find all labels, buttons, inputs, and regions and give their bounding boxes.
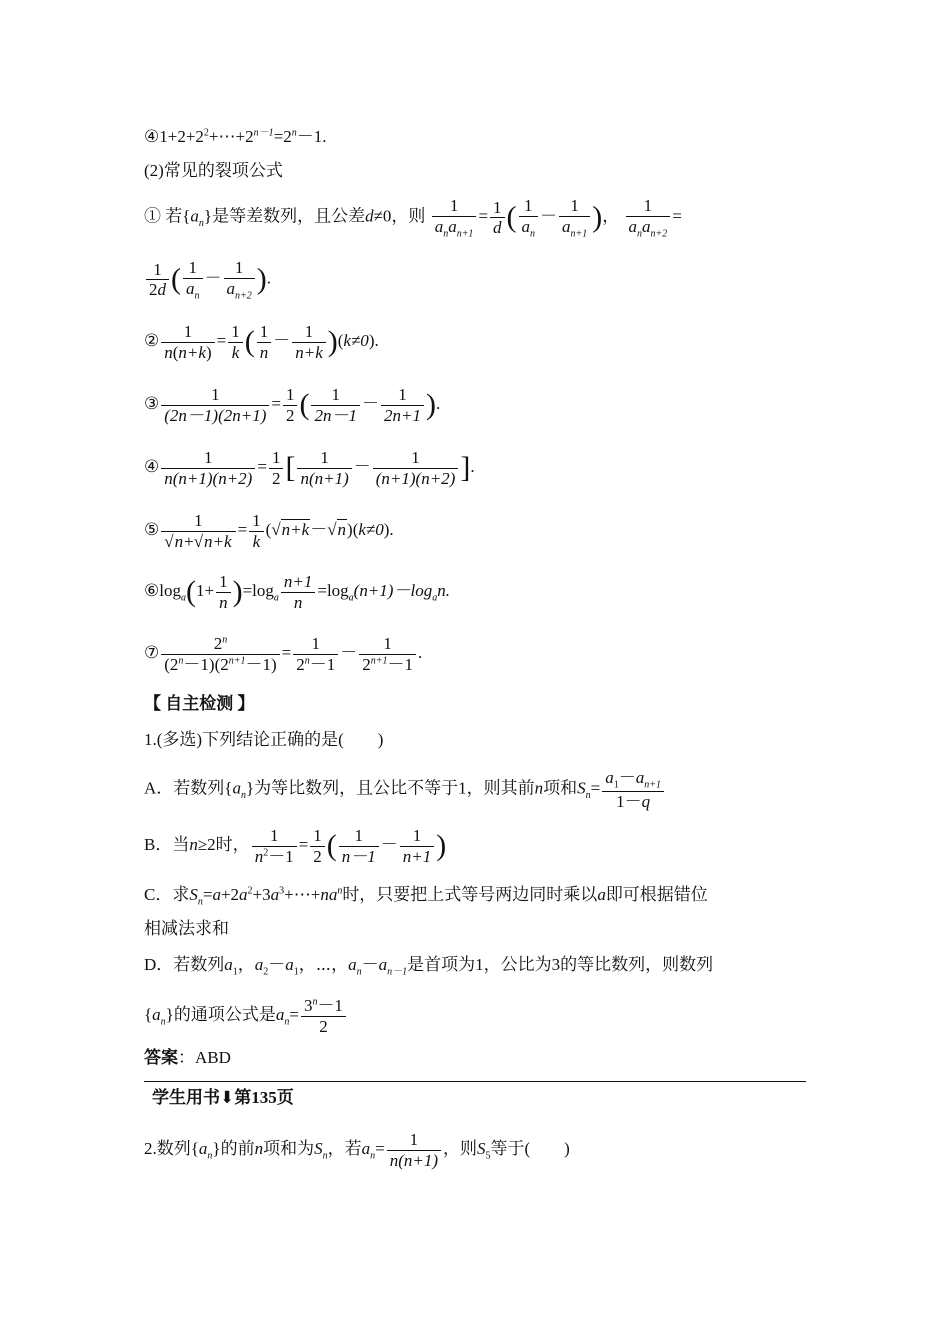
page-footer-marker: 学生用书⬇第135页 (152, 1088, 294, 1107)
option-d-cont: $\{a_n\}$的通项公式是$a_n=$ $\frac{3^n-1}{2}$ (144, 996, 348, 1036)
option-c-cont: 相减法求和 (144, 919, 229, 938)
option-b: B．当n≥2时， $\frac{1}{n^2-1}$ = $\frac{1}{2}$ ( $\frac{1}{n-1}$ － $\frac{1}{n+1}$ ) (144, 826, 447, 866)
fraction: $\frac{1}{a_na_{n+1}}$ (432, 196, 477, 239)
section-heading-split-terms: (2)常见的裂项公式 (144, 161, 283, 180)
question-2: 2.数列$\{a_n\}$的前n项和为$S_n$，若$a_n=$ $\frac{1}{n(n+1)}$ ，则$S_5$等于( ) (144, 1130, 570, 1170)
formula-geometric-sum: $④1+2+2^2+\cdots+2^{n-1}=2^n-1$. (144, 127, 327, 146)
formula-split-root: ⑤ $\frac{1}{√n+√n+k}$ = $\frac{1}{k}$ (√n+k－√n)(k≠0). (144, 511, 394, 551)
formula-arithmetic-split-cont: $\frac{1}{2d}$ ( $\frac{1}{a_n}$ － $\frac{1}{a_{n+2}}$ ). (144, 258, 271, 301)
question-1: 1.(多选)下列结论正确的是( ) (144, 730, 384, 749)
option-c: C．求$S_n=a+2a^2+3a^3+\cdots+na^n$时，只要把上式等号两边同时乘以a即可根据错位 (144, 885, 708, 908)
formula-split-triple: ④ $\frac{1}{n(n+1)(n+2)}$ = $\frac{1}{2}$ [ $\frac{1}{n(n+1)}$ － $\frac{1}{(n+1)(n+2)}$ ]. (144, 448, 475, 488)
answer: 答案：ABD (144, 1048, 231, 1067)
formula-split-log: $⑥\log_a(1+$ $\frac{1}{n}$ )$=\log_a$ $\frac{n+1}{n}$ $=\log_a(n+1)-\log_an$. (144, 572, 450, 612)
divider (144, 1081, 806, 1082)
formula-arithmetic-split: ① 若$\{a_n\}$是等差数列，且公差d≠0，则 $\frac{1}{a_na_{n+1}}$ = $\frac{1}{d}$ ( $\frac{1}{a_n}$ － $\frac{1}{a_{n+1}}$ )， $\frac{1}{a_na_{n+2}}$ = (144, 196, 682, 239)
option-d: D．若数列$a_1$，$a_2-a_1$，⋯，$a_n-a_{n-1}$是首项为1，公比为3的等比数列，则数列 (144, 955, 714, 978)
formula-split-k: ② $\frac{1}{n(n+k)}$ = $\frac{1}{k}$ ( $\frac{1}{n}$ － $\frac{1}{n+k}$ )(k≠0). (144, 322, 379, 362)
formula-split-odd: ③ $\frac{1}{(2n-1)(2n+1)}$ = $\frac{1}{2}$ ( $\frac{1}{2n-1}$ － $\frac{1}{2n+1}$ ). (144, 385, 441, 425)
formula-split-power: ⑦ $\frac{2^n}{(2^n-1)(2^{n+1}-1)}$ = $\frac{1}{2^n-1}$ － $\frac{1}{2^{n+1}-1}$ . (144, 634, 423, 674)
option-a: A．若数列$\{a_n\}$为等比数列，且公比不等于1，则其前n项和$S_n=$ $\frac{a_1-a_{n+1}}{1-q}$ (144, 768, 666, 811)
section-heading-self-check: 【 自主检测 】 (144, 694, 255, 713)
